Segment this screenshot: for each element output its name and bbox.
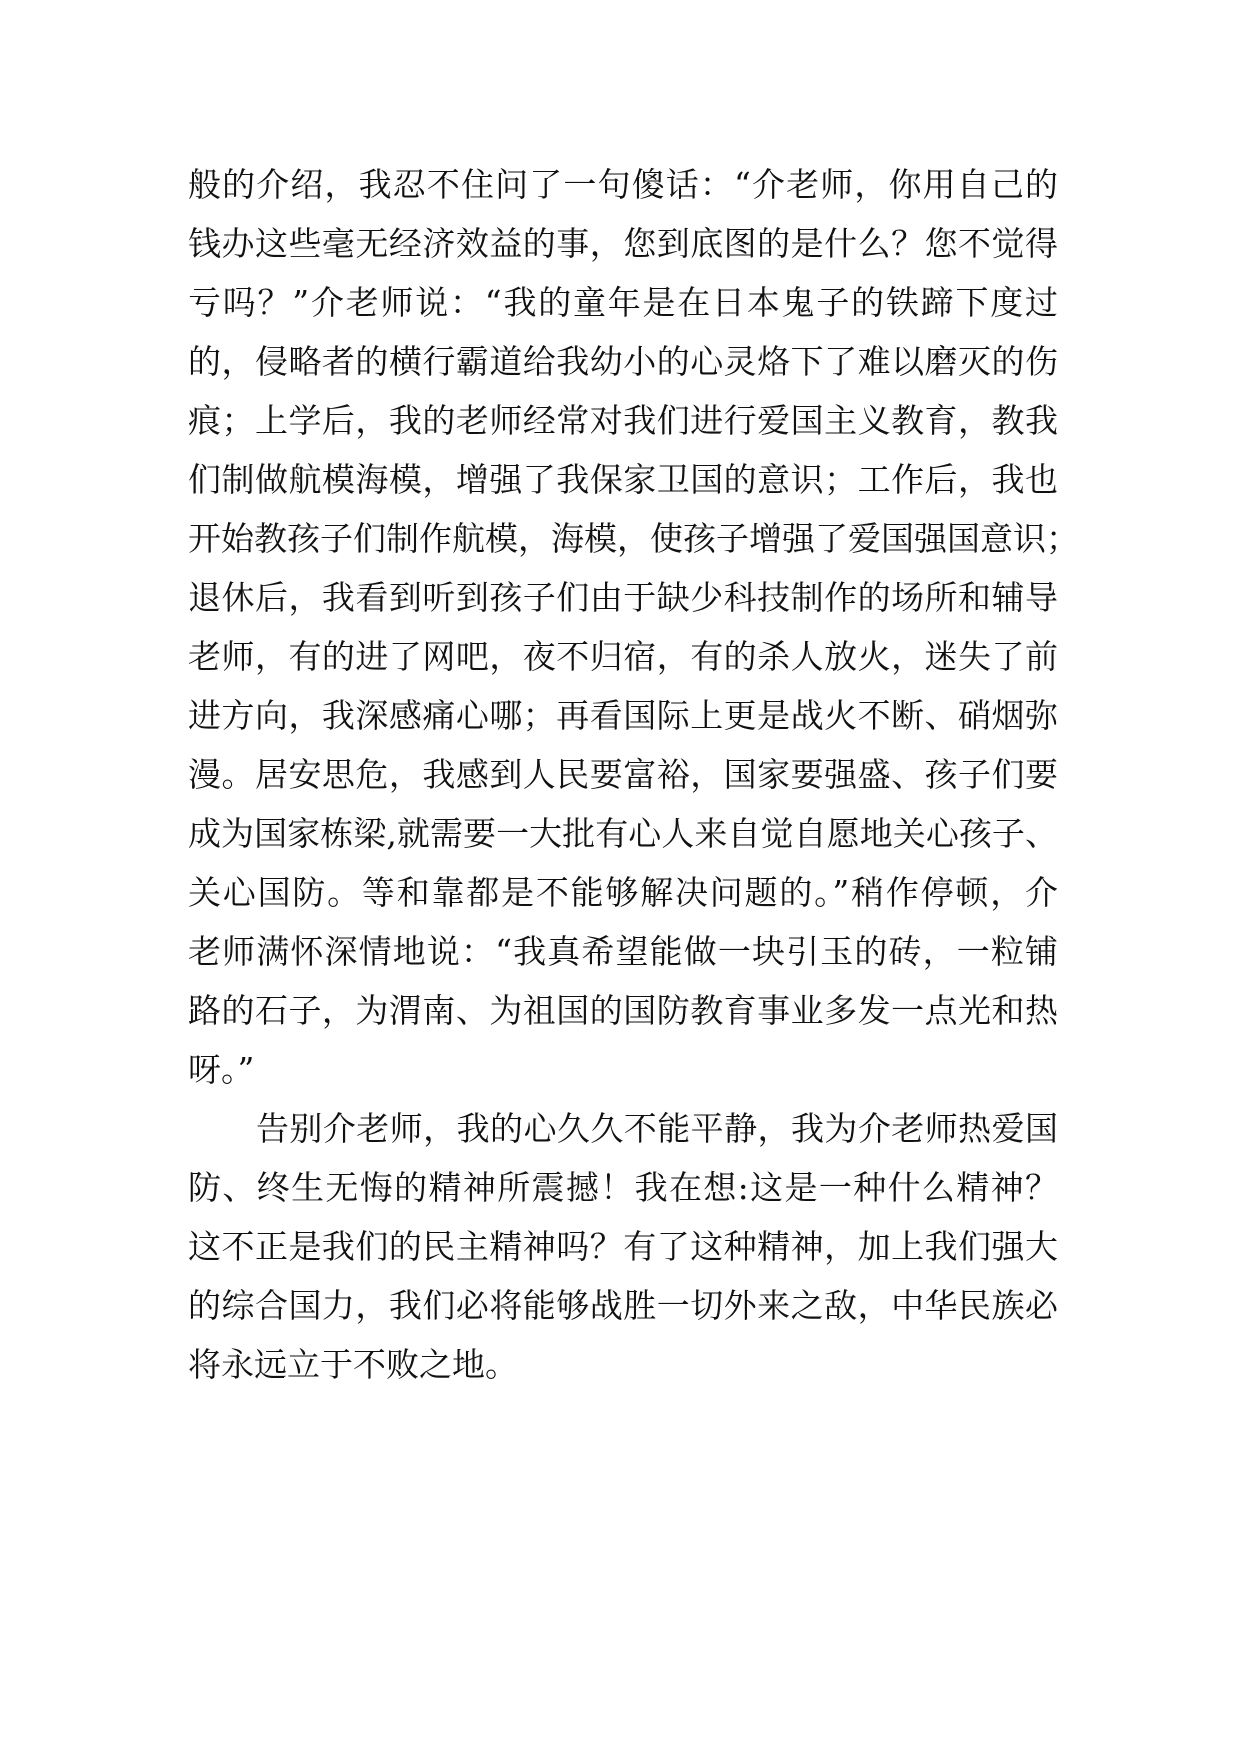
text-line: 的，侵略者的横行霸道给我幼小的心灵烙下了难以磨灭的伤 — [188, 342, 1058, 381]
text-line: 关心国防。等和靠都是不能够解决问题的。”稍作停顿，介 — [188, 873, 1058, 912]
text-line: 这不正是我们的民主精神吗？有了这种精神，加上我们强大 — [188, 1227, 1058, 1266]
text-line: 老师，有的进了网吧，夜不归宿，有的杀人放火，迷失了前 — [188, 637, 1058, 676]
text-line: 漫。居安思危，我感到人民要富裕，国家要强盛、孩子们要 — [188, 755, 1058, 794]
text-line: 呀。” — [188, 1050, 255, 1089]
text-line: 退休后，我看到听到孩子们由于缺少科技制作的场所和辅导 — [188, 578, 1058, 617]
text-line: 的综合国力，我们必将能够战胜一切外来之敌，中华民族必 — [188, 1286, 1058, 1325]
text-line: 路的石子，为渭南、为祖国的国防教育事业多发一点光和热 — [188, 991, 1058, 1030]
body-text — [188, 155, 1079, 1394]
text-line: 钱办这些毫无经济效益的事，您到底图的是什么？您不觉得 — [188, 224, 1058, 263]
text-line: 进方向，我深感痛心哪；再看国际上更是战火不断、硝烟弥 — [188, 696, 1058, 735]
paragraph-start-line: 告别介老师，我的心久久不能平静，我为介老师热爱国 — [256, 1109, 1058, 1148]
text-line: 防、终生无悔的精神所震撼！我在想:这是一种什么精神？ — [188, 1168, 1058, 1207]
text-line: 老师满怀深情地说：“我真希望能做一块引玉的砖，一粒铺 — [188, 932, 1058, 971]
text-line: 般的介绍，我忍不住问了一句傻话：“介老师，你用自己的 — [188, 165, 1058, 204]
text-line: 痕；上学后，我的老师经常对我们进行爱国主义教育，教我 — [188, 401, 1058, 440]
text-line: 成为国家栋梁,就需要一大批有心人来自觉自愿地关心孩子、 — [188, 814, 1058, 853]
text-line: 们制做航模海模，增强了我保家卫国的意识；工作后，我也 — [188, 460, 1058, 499]
text-line: 亏吗？”介老师说：“我的童年是在日本鬼子的铁蹄下度过 — [188, 283, 1058, 322]
text-line: 开始教孩子们制作航模，海模，使孩子增强了爱国强国意识； — [188, 519, 1079, 558]
text-line: 将永远立于不败之地。 — [188, 1345, 518, 1384]
